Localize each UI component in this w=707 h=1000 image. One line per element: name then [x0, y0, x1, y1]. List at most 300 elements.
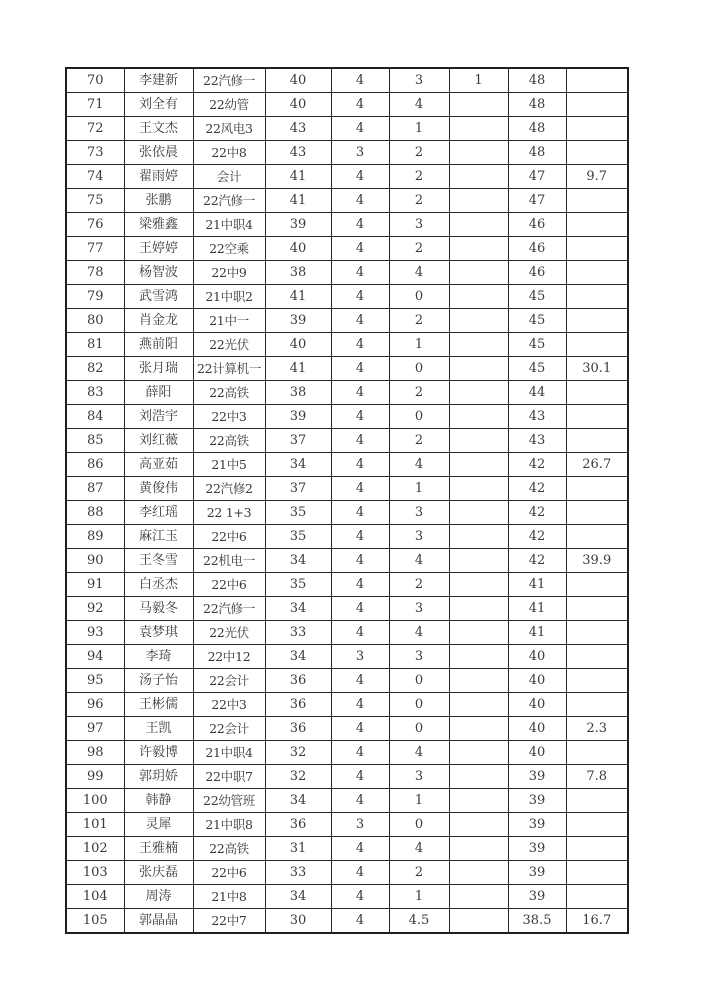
student-name-cell: 薛阳 — [124, 381, 193, 405]
score-2-cell: 4 — [331, 789, 389, 813]
score-2-cell: 4 — [331, 285, 389, 309]
table-row — [66, 309, 628, 333]
student-name-cell: 王文杰 — [124, 117, 193, 141]
score-1-cell: 30 — [265, 909, 331, 934]
extra-value-cell — [566, 789, 628, 813]
row-number-cell: 104 — [66, 885, 124, 909]
score-3-cell: 3 — [389, 765, 449, 789]
score-4-cell — [449, 861, 508, 885]
score-4-cell — [449, 381, 508, 405]
score-3-cell: 1 — [389, 117, 449, 141]
row-number-cell: 76 — [66, 213, 124, 237]
row-number-cell: 90 — [66, 549, 124, 573]
score-4-cell — [449, 813, 508, 837]
score-1-cell: 32 — [265, 765, 331, 789]
score-1-cell: 36 — [265, 669, 331, 693]
extra-value-cell — [566, 381, 628, 405]
extra-value-cell: 7.8 — [566, 765, 628, 789]
extra-value-cell — [566, 405, 628, 429]
table-row — [66, 285, 628, 309]
extra-value-cell: 9.7 — [566, 165, 628, 189]
student-name-cell: 郭玥娇 — [124, 765, 193, 789]
row-number-cell: 98 — [66, 741, 124, 765]
score-4-cell — [449, 477, 508, 501]
row-number-cell: 77 — [66, 237, 124, 261]
score-4-cell — [449, 93, 508, 117]
class-cell: 22中9 — [193, 261, 265, 285]
score-2-cell: 4 — [331, 405, 389, 429]
total-score-cell: 40 — [508, 645, 566, 669]
score-2-cell: 4 — [331, 213, 389, 237]
class-cell: 22空乘 — [193, 237, 265, 261]
row-number-cell: 85 — [66, 429, 124, 453]
extra-value-cell — [566, 117, 628, 141]
row-number-cell: 80 — [66, 309, 124, 333]
score-2-cell: 3 — [331, 645, 389, 669]
table-row — [66, 765, 628, 789]
score-4-cell — [449, 501, 508, 525]
class-cell: 22中6 — [193, 573, 265, 597]
score-3-cell: 4 — [389, 837, 449, 861]
extra-value-cell — [566, 309, 628, 333]
extra-value-cell — [566, 261, 628, 285]
class-cell: 22汽修2 — [193, 477, 265, 501]
class-cell: 22高铁 — [193, 837, 265, 861]
table-row — [66, 453, 628, 477]
score-2-cell: 4 — [331, 453, 389, 477]
score-1-cell: 35 — [265, 573, 331, 597]
score-3-cell: 0 — [389, 357, 449, 381]
class-cell: 22中3 — [193, 405, 265, 429]
table-row — [66, 117, 628, 141]
class-cell: 22会计 — [193, 717, 265, 741]
total-score-cell: 46 — [508, 213, 566, 237]
student-name-cell: 灵犀 — [124, 813, 193, 837]
row-number-cell: 103 — [66, 861, 124, 885]
student-name-cell: 李建新 — [124, 68, 193, 93]
row-number-cell: 84 — [66, 405, 124, 429]
row-number-cell: 100 — [66, 789, 124, 813]
total-score-cell: 46 — [508, 261, 566, 285]
score-3-cell: 2 — [389, 429, 449, 453]
extra-value-cell — [566, 285, 628, 309]
score-3-cell: 0 — [389, 717, 449, 741]
total-score-cell: 47 — [508, 165, 566, 189]
score-2-cell: 4 — [331, 189, 389, 213]
score-3-cell: 2 — [389, 861, 449, 885]
score-1-cell: 37 — [265, 429, 331, 453]
student-name-cell: 杨智波 — [124, 261, 193, 285]
total-score-cell: 47 — [508, 189, 566, 213]
score-1-cell: 34 — [265, 885, 331, 909]
score-3-cell: 4 — [389, 741, 449, 765]
student-name-cell: 王婷婷 — [124, 237, 193, 261]
table-row — [66, 261, 628, 285]
score-4-cell — [449, 741, 508, 765]
total-score-cell: 42 — [508, 477, 566, 501]
table-row — [66, 213, 628, 237]
score-1-cell: 40 — [265, 237, 331, 261]
score-1-cell: 34 — [265, 645, 331, 669]
score-4-cell — [449, 141, 508, 165]
table-row — [66, 93, 628, 117]
row-number-cell: 83 — [66, 381, 124, 405]
row-number-cell: 93 — [66, 621, 124, 645]
extra-value-cell — [566, 141, 628, 165]
row-number-cell: 82 — [66, 357, 124, 381]
row-number-cell: 71 — [66, 93, 124, 117]
total-score-cell: 39 — [508, 861, 566, 885]
score-1-cell: 34 — [265, 597, 331, 621]
score-3-cell: 3 — [389, 213, 449, 237]
total-score-cell: 48 — [508, 68, 566, 93]
student-name-cell: 张鹏 — [124, 189, 193, 213]
score-4-cell — [449, 717, 508, 741]
score-4-cell — [449, 765, 508, 789]
score-1-cell: 43 — [265, 141, 331, 165]
score-2-cell: 4 — [331, 741, 389, 765]
score-1-cell: 36 — [265, 693, 331, 717]
table-row — [66, 861, 628, 885]
score-4-cell — [449, 405, 508, 429]
score-3-cell: 3 — [389, 597, 449, 621]
table-row — [66, 813, 628, 837]
row-number-cell: 95 — [66, 669, 124, 693]
score-4-cell — [449, 453, 508, 477]
score-3-cell: 3 — [389, 525, 449, 549]
student-name-cell: 李琦 — [124, 645, 193, 669]
total-score-cell: 40 — [508, 741, 566, 765]
extra-value-cell — [566, 525, 628, 549]
total-score-cell: 41 — [508, 621, 566, 645]
score-1-cell: 33 — [265, 861, 331, 885]
score-3-cell: 2 — [389, 237, 449, 261]
score-4-cell: 1 — [449, 68, 508, 93]
table-row — [66, 909, 628, 934]
score-4-cell — [449, 669, 508, 693]
table-row — [66, 405, 628, 429]
score-4-cell — [449, 357, 508, 381]
score-1-cell: 41 — [265, 285, 331, 309]
extra-value-cell — [566, 189, 628, 213]
student-name-cell: 张庆磊 — [124, 861, 193, 885]
extra-value-cell — [566, 861, 628, 885]
class-cell: 22中6 — [193, 861, 265, 885]
class-cell: 22高铁 — [193, 429, 265, 453]
table-row — [66, 573, 628, 597]
score-4-cell — [449, 261, 508, 285]
score-1-cell: 34 — [265, 549, 331, 573]
student-name-cell: 王凯 — [124, 717, 193, 741]
score-2-cell: 4 — [331, 837, 389, 861]
class-cell: 22会计 — [193, 669, 265, 693]
row-number-cell: 91 — [66, 573, 124, 597]
row-number-cell: 92 — [66, 597, 124, 621]
row-number-cell: 96 — [66, 693, 124, 717]
score-3-cell: 1 — [389, 789, 449, 813]
class-cell: 22中12 — [193, 645, 265, 669]
total-score-cell: 48 — [508, 117, 566, 141]
score-2-cell: 4 — [331, 861, 389, 885]
total-score-cell: 45 — [508, 357, 566, 381]
total-score-cell: 39 — [508, 813, 566, 837]
score-2-cell: 4 — [331, 477, 389, 501]
total-score-cell: 38.5 — [508, 909, 566, 934]
class-cell: 22汽修一 — [193, 68, 265, 93]
total-score-cell: 41 — [508, 597, 566, 621]
total-score-cell: 39 — [508, 765, 566, 789]
student-name-cell: 刘红薇 — [124, 429, 193, 453]
score-2-cell: 4 — [331, 573, 389, 597]
score-1-cell: 40 — [265, 93, 331, 117]
table-row — [66, 789, 628, 813]
student-name-cell: 韩静 — [124, 789, 193, 813]
score-1-cell: 39 — [265, 213, 331, 237]
student-name-cell: 王雅楠 — [124, 837, 193, 861]
score-2-cell: 4 — [331, 381, 389, 405]
row-number-cell: 72 — [66, 117, 124, 141]
total-score-cell: 46 — [508, 237, 566, 261]
extra-value-cell — [566, 741, 628, 765]
score-4-cell — [449, 285, 508, 309]
extra-value-cell: 39.9 — [566, 549, 628, 573]
row-number-cell: 88 — [66, 501, 124, 525]
score-3-cell: 2 — [389, 141, 449, 165]
score-4-cell — [449, 597, 508, 621]
score-4-cell — [449, 693, 508, 717]
student-name-cell: 张月瑞 — [124, 357, 193, 381]
score-4-cell — [449, 789, 508, 813]
student-name-cell: 刘浩宇 — [124, 405, 193, 429]
score-4-cell — [449, 645, 508, 669]
table-row — [66, 741, 628, 765]
row-number-cell: 101 — [66, 813, 124, 837]
total-score-cell: 42 — [508, 549, 566, 573]
score-1-cell: 35 — [265, 525, 331, 549]
extra-value-cell: 16.7 — [566, 909, 628, 934]
table-row — [66, 645, 628, 669]
score-4-cell — [449, 549, 508, 573]
row-number-cell: 102 — [66, 837, 124, 861]
row-number-cell: 89 — [66, 525, 124, 549]
score-3-cell: 3 — [389, 645, 449, 669]
row-number-cell: 87 — [66, 477, 124, 501]
total-score-cell: 48 — [508, 93, 566, 117]
score-3-cell: 4 — [389, 93, 449, 117]
table-body — [66, 68, 628, 933]
score-2-cell: 4 — [331, 525, 389, 549]
total-score-cell: 40 — [508, 669, 566, 693]
total-score-cell: 40 — [508, 717, 566, 741]
class-cell: 22中6 — [193, 525, 265, 549]
score-3-cell: 2 — [389, 189, 449, 213]
student-name-cell: 武雪鸿 — [124, 285, 193, 309]
table-row — [66, 885, 628, 909]
class-cell: 22光伏 — [193, 621, 265, 645]
total-score-cell: 45 — [508, 333, 566, 357]
student-name-cell: 袁梦琪 — [124, 621, 193, 645]
roster-table — [65, 67, 629, 934]
score-4-cell — [449, 309, 508, 333]
score-1-cell: 41 — [265, 357, 331, 381]
score-1-cell: 38 — [265, 381, 331, 405]
score-1-cell: 43 — [265, 117, 331, 141]
score-1-cell: 38 — [265, 261, 331, 285]
student-name-cell: 白丞杰 — [124, 573, 193, 597]
student-name-cell: 李红瑶 — [124, 501, 193, 525]
row-number-cell: 105 — [66, 909, 124, 934]
row-number-cell: 99 — [66, 765, 124, 789]
row-number-cell: 73 — [66, 141, 124, 165]
table-row — [66, 525, 628, 549]
table-row — [66, 189, 628, 213]
row-number-cell: 86 — [66, 453, 124, 477]
score-3-cell: 4.5 — [389, 909, 449, 934]
student-name-cell: 黄俊伟 — [124, 477, 193, 501]
table-row — [66, 717, 628, 741]
score-1-cell: 34 — [265, 453, 331, 477]
class-cell: 22机电一 — [193, 549, 265, 573]
score-4-cell — [449, 525, 508, 549]
score-4-cell — [449, 117, 508, 141]
extra-value-cell — [566, 333, 628, 357]
score-1-cell: 34 — [265, 789, 331, 813]
score-4-cell — [449, 237, 508, 261]
score-1-cell: 41 — [265, 189, 331, 213]
table-row — [66, 333, 628, 357]
extra-value-cell — [566, 68, 628, 93]
score-4-cell — [449, 909, 508, 934]
table-row — [66, 381, 628, 405]
score-1-cell: 37 — [265, 477, 331, 501]
score-4-cell — [449, 213, 508, 237]
score-1-cell: 39 — [265, 309, 331, 333]
score-1-cell: 41 — [265, 165, 331, 189]
class-cell: 22计算机一 — [193, 357, 265, 381]
student-name-cell: 周涛 — [124, 885, 193, 909]
extra-value-cell — [566, 813, 628, 837]
total-score-cell: 43 — [508, 405, 566, 429]
class-cell: 22汽修一 — [193, 597, 265, 621]
class-cell: 21中职4 — [193, 741, 265, 765]
score-3-cell: 0 — [389, 669, 449, 693]
score-2-cell: 4 — [331, 429, 389, 453]
row-number-cell: 79 — [66, 285, 124, 309]
score-2-cell: 4 — [331, 717, 389, 741]
score-4-cell — [449, 885, 508, 909]
score-4-cell — [449, 621, 508, 645]
table-row — [66, 693, 628, 717]
class-cell: 21中5 — [193, 453, 265, 477]
score-1-cell: 32 — [265, 741, 331, 765]
class-cell: 21中职8 — [193, 813, 265, 837]
extra-value-cell — [566, 669, 628, 693]
extra-value-cell — [566, 477, 628, 501]
score-3-cell: 3 — [389, 501, 449, 525]
score-1-cell: 39 — [265, 405, 331, 429]
score-3-cell: 4 — [389, 621, 449, 645]
score-4-cell — [449, 429, 508, 453]
student-name-cell: 王彬儒 — [124, 693, 193, 717]
student-name-cell: 张依晨 — [124, 141, 193, 165]
class-cell: 22中7 — [193, 909, 265, 934]
score-3-cell: 1 — [389, 885, 449, 909]
extra-value-cell — [566, 573, 628, 597]
score-4-cell — [449, 837, 508, 861]
table-row — [66, 501, 628, 525]
score-1-cell: 31 — [265, 837, 331, 861]
score-3-cell: 0 — [389, 285, 449, 309]
table-row — [66, 621, 628, 645]
total-score-cell: 43 — [508, 429, 566, 453]
row-number-cell: 75 — [66, 189, 124, 213]
student-name-cell: 梁雅鑫 — [124, 213, 193, 237]
score-3-cell: 0 — [389, 693, 449, 717]
total-score-cell: 39 — [508, 789, 566, 813]
total-score-cell: 45 — [508, 309, 566, 333]
score-2-cell: 4 — [331, 621, 389, 645]
total-score-cell: 42 — [508, 501, 566, 525]
class-cell: 22中8 — [193, 141, 265, 165]
class-cell: 21中职4 — [193, 213, 265, 237]
score-2-cell: 4 — [331, 909, 389, 934]
extra-value-cell: 26.7 — [566, 453, 628, 477]
total-score-cell: 42 — [508, 525, 566, 549]
class-cell: 22幼管班 — [193, 789, 265, 813]
extra-value-cell — [566, 693, 628, 717]
score-3-cell: 0 — [389, 813, 449, 837]
table-row — [66, 165, 628, 189]
class-cell: 22高铁 — [193, 381, 265, 405]
score-2-cell: 4 — [331, 309, 389, 333]
row-number-cell: 94 — [66, 645, 124, 669]
score-2-cell: 4 — [331, 93, 389, 117]
score-3-cell: 3 — [389, 68, 449, 93]
extra-value-cell — [566, 597, 628, 621]
student-name-cell: 刘全有 — [124, 93, 193, 117]
total-score-cell: 45 — [508, 285, 566, 309]
class-cell: 22汽修一 — [193, 189, 265, 213]
class-cell: 22中职7 — [193, 765, 265, 789]
class-cell: 22幼管 — [193, 93, 265, 117]
student-name-cell: 麻江玉 — [124, 525, 193, 549]
score-3-cell: 2 — [389, 573, 449, 597]
class-cell: 会计 — [193, 165, 265, 189]
table-row — [66, 669, 628, 693]
row-number-cell: 81 — [66, 333, 124, 357]
class-cell: 21中8 — [193, 885, 265, 909]
total-score-cell: 41 — [508, 573, 566, 597]
score-3-cell: 2 — [389, 165, 449, 189]
class-cell: 21中职2 — [193, 285, 265, 309]
score-2-cell: 4 — [331, 549, 389, 573]
total-score-cell: 39 — [508, 885, 566, 909]
score-3-cell: 4 — [389, 261, 449, 285]
extra-value-cell — [566, 501, 628, 525]
student-name-cell: 翟雨婷 — [124, 165, 193, 189]
score-3-cell: 0 — [389, 405, 449, 429]
score-1-cell: 36 — [265, 717, 331, 741]
total-score-cell: 42 — [508, 453, 566, 477]
student-name-cell: 马毅冬 — [124, 597, 193, 621]
class-cell: 22 1+3 — [193, 501, 265, 525]
score-2-cell: 4 — [331, 261, 389, 285]
student-name-cell: 王冬雪 — [124, 549, 193, 573]
extra-value-cell — [566, 93, 628, 117]
table-row — [66, 237, 628, 261]
score-2-cell: 4 — [331, 117, 389, 141]
score-1-cell: 36 — [265, 813, 331, 837]
